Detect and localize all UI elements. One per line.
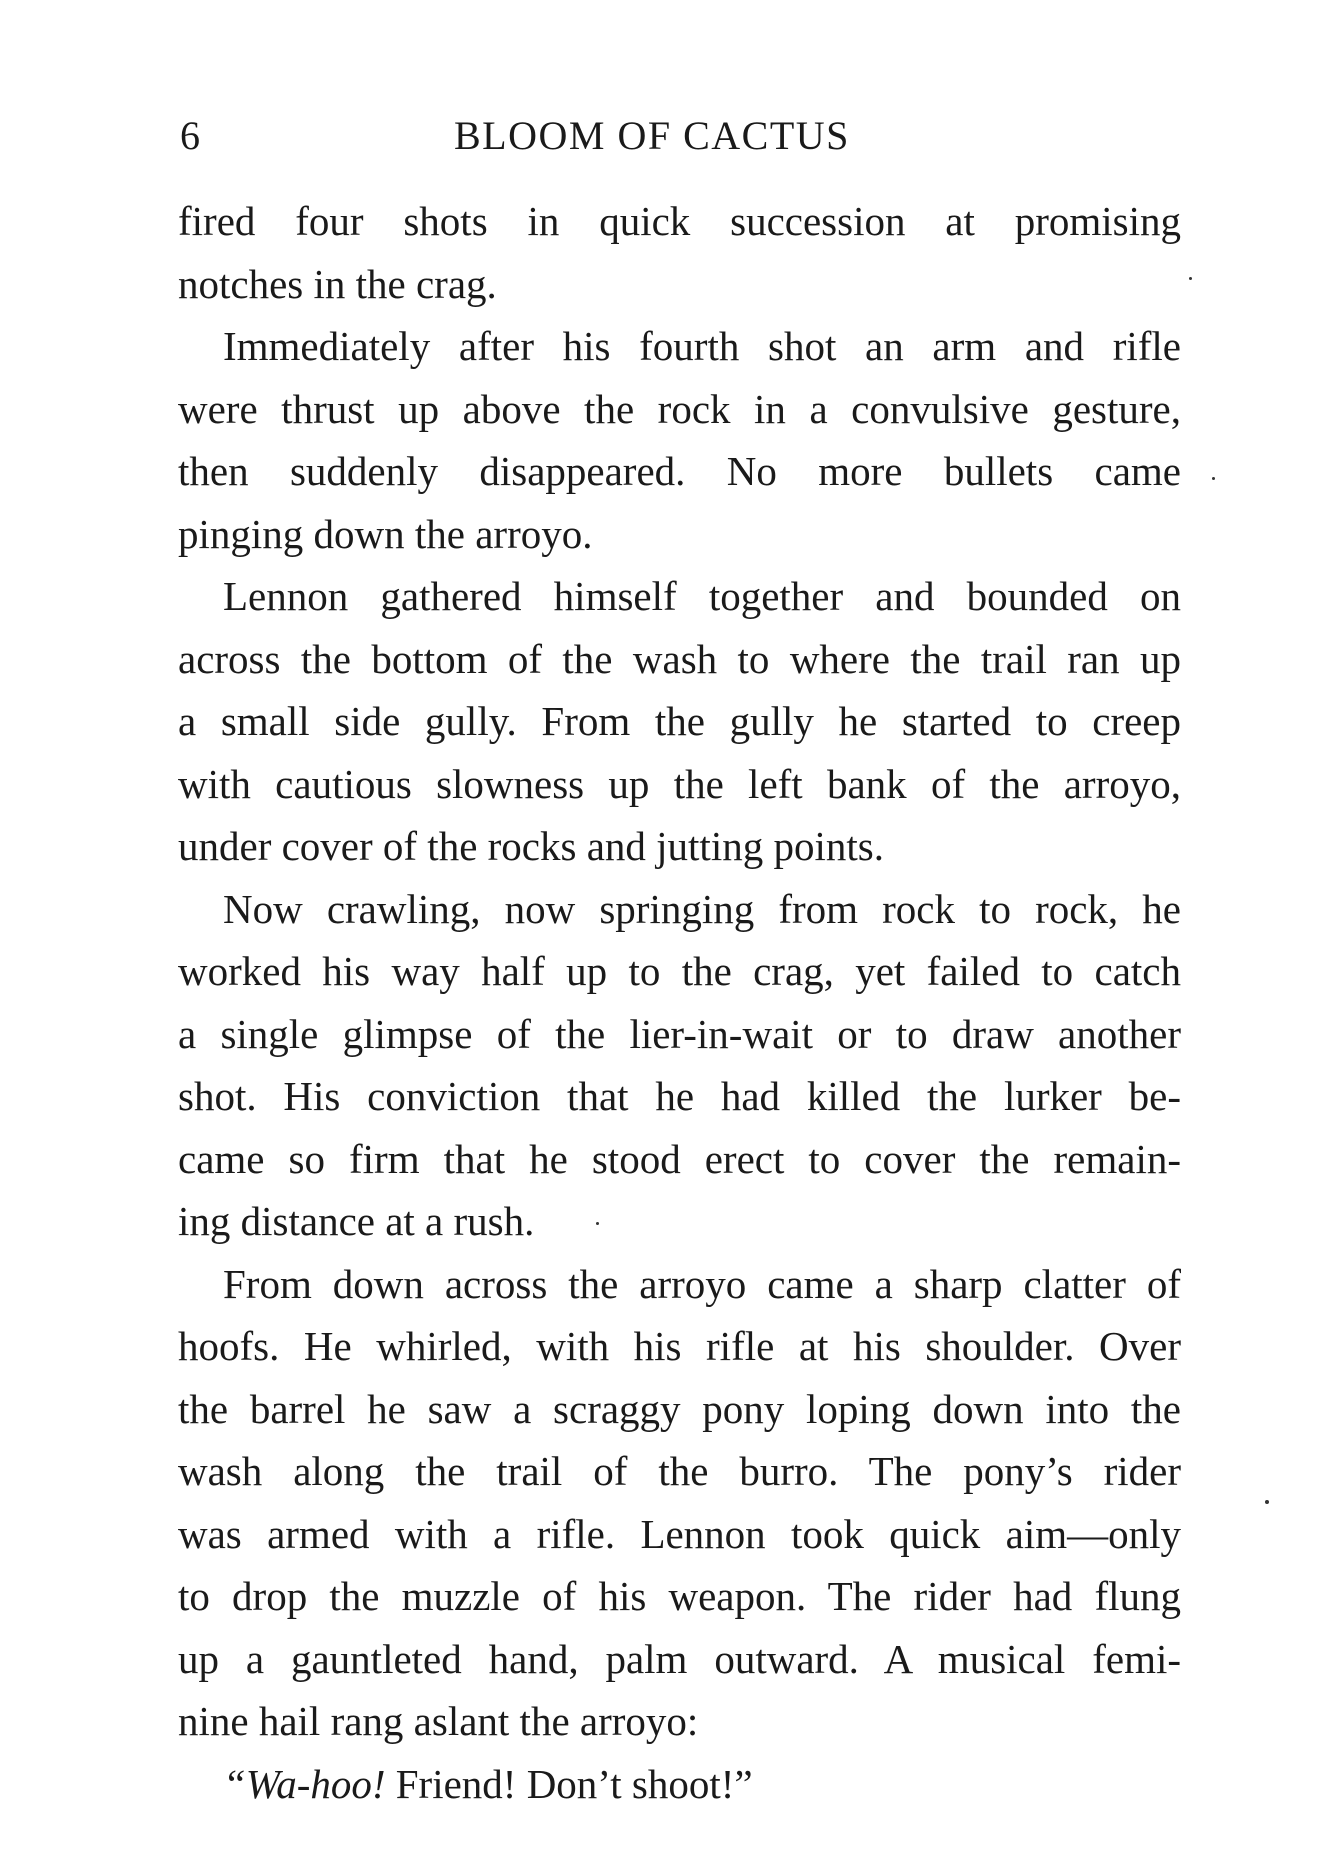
text-line: worked his way half up to the crag, yet failed to catch	[178, 948, 1181, 994]
dialogue-line	[178, 1753, 1181, 1816]
text-line: across the bottom of the wash to where the trail ran up	[178, 635, 1181, 682]
text-line: notches in the crag.	[178, 260, 497, 307]
text-line: shot. His conviction that he had killed the lurker be-	[178, 1073, 1181, 1119]
text-line: under cover of the rocks and jutting points.	[178, 823, 884, 869]
text-line: From down across the arroyo came a sharp clatter of	[223, 1260, 1181, 1307]
body-text	[178, 190, 1181, 1815]
text-line: to drop the muzzle of his weapon. The rider had flung	[178, 1573, 1181, 1619]
text-line: a single glimpse of the lier-in-wait or to draw another	[178, 1010, 1181, 1057]
text-line: with cautious slowness up the left bank of the arroyo,	[178, 760, 1181, 807]
dialogue-rest: Friend! Don’t shoot!”	[385, 1760, 753, 1807]
text-line: pinging down the arroyo.	[178, 510, 593, 557]
text-line: up a gauntleted hand, palm outward. A musical femi-	[178, 1635, 1181, 1682]
text-line: then suddenly disappeared. No more bullets came	[178, 448, 1181, 494]
running-title: BLOOM OF CACTUS	[454, 113, 850, 158]
text-line: Now crawling, now springing from rock to rock, he	[223, 885, 1181, 932]
text-line: ing distance at a rush.	[178, 1198, 535, 1244]
text-line: the barrel he saw a scraggy pony loping down into the	[178, 1385, 1181, 1432]
scan-speck	[1212, 477, 1215, 480]
text-line: fired four shots in quick succession at promising	[178, 198, 1181, 244]
text-line: came so firm that he stood erect to cover the remain-	[178, 1135, 1181, 1182]
text-line: nine hail rang aslant the arroyo:	[178, 1698, 699, 1744]
text-line: were thrust up above the rock in a convulsive gesture,	[178, 385, 1181, 432]
scan-speck	[1265, 1500, 1269, 1504]
text-line: Immediately after his fourth shot an arm and rifle	[223, 323, 1181, 369]
page-number: 6	[180, 113, 201, 158]
dialogue-italic: “Wa-hoo!	[223, 1760, 386, 1807]
page-header	[180, 112, 1180, 172]
scan-speck	[596, 1222, 599, 1225]
text-line: a small side gully. From the gully he started to creep	[178, 698, 1181, 744]
text-line: was armed with a rifle. Lennon took quick aim—only	[178, 1510, 1181, 1557]
text-line: hoofs. He whirled, with his rifle at his shoulder. Over	[178, 1323, 1181, 1369]
scan-speck	[1189, 277, 1192, 280]
text-line: Lennon gathered himself together and bounded on	[223, 573, 1181, 619]
text-line: wash along the trail of the burro. The pony’s rider	[178, 1448, 1181, 1494]
